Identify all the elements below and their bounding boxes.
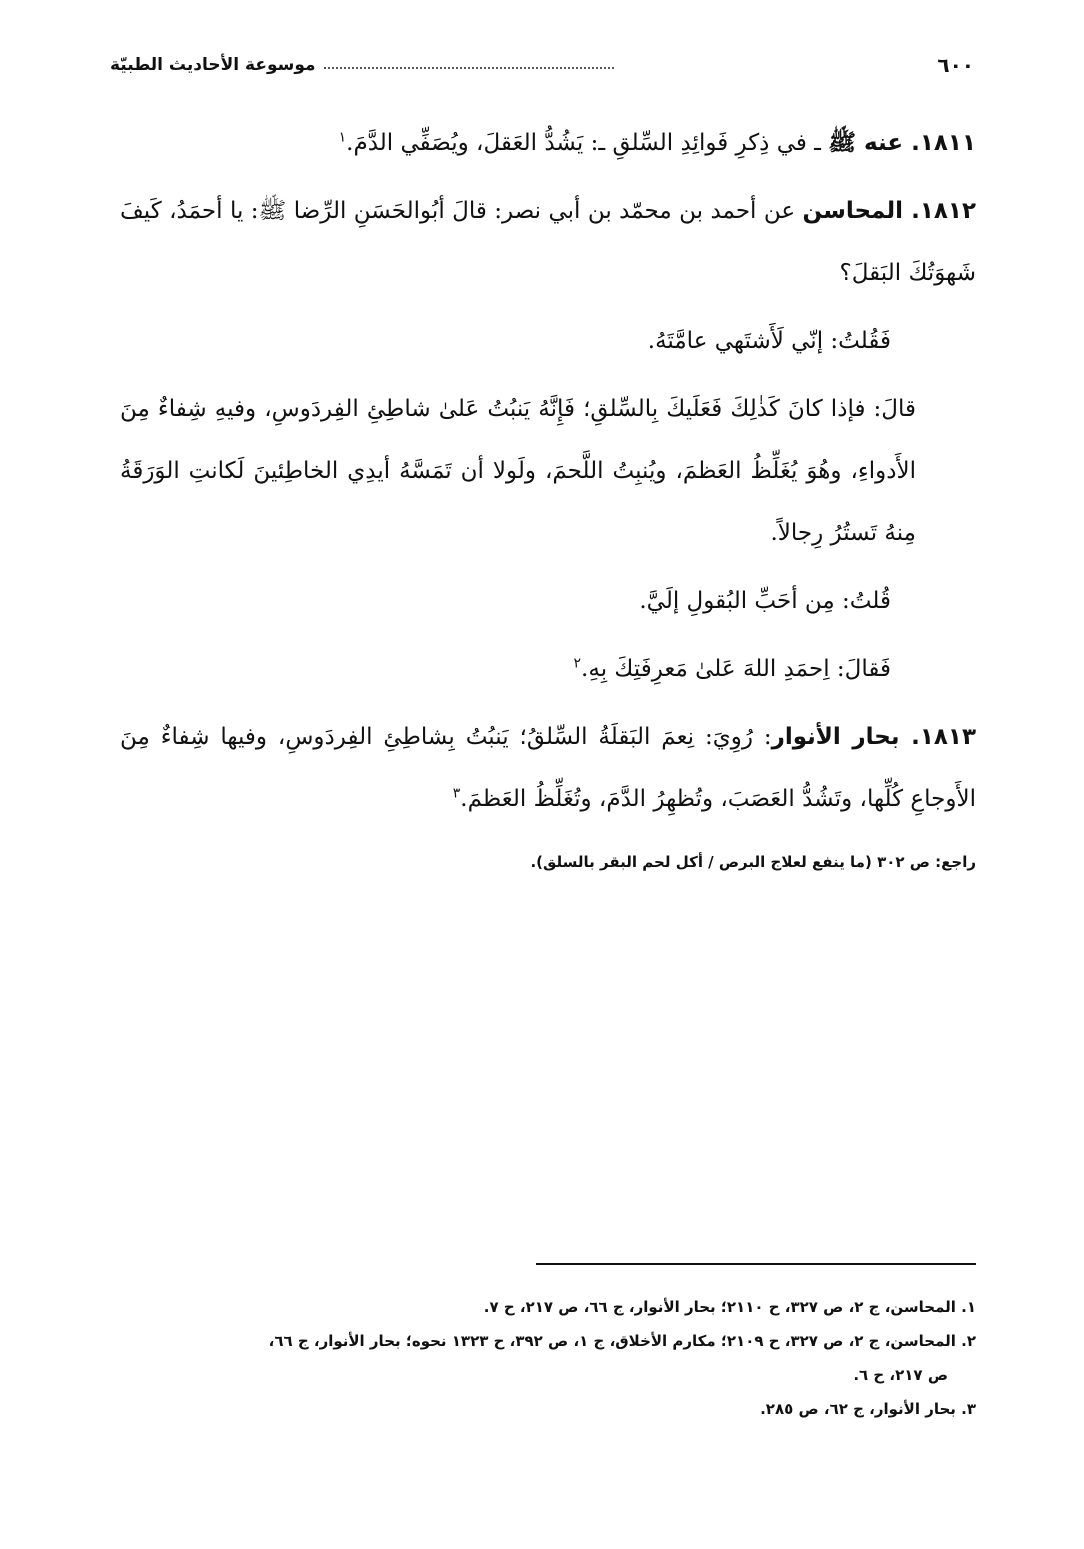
page-number: ٦٠٠ — [937, 53, 974, 77]
footnote-ref: ١ — [338, 129, 347, 146]
entry-text: ـ في ذِكرِ فَوائِدِ السِّلقِ ـ: يَشُدُّ العَقلَ، ويُصَفِّي الدَّمَ. — [346, 130, 821, 156]
hadith-entry-1812: ١٨١٢. المحاسن عن أحمد بن محمّد بن أبي نصر: قالَ أبُوالحَسَنِ الرِّضا ﷺ: يا أحمَدُ، كَيفَ شَهوَتُكَ البَقلَ؟ — [120, 198, 976, 286]
footnote-3: ٣. بحار الأنوار، ج ٦٢، ص ٢٨٥. — [760, 1400, 976, 1418]
entry-source: بحار الأنوار — [771, 724, 900, 750]
dialogue-text: فَقالَ: اِحمَدِ اللهَ عَلىٰ مَعرِفَتِكَ بِهِ. — [581, 656, 891, 682]
dialogue-line: قُلتُ: مِن أحَبِّ البُقولِ إلَيَّ. — [639, 588, 891, 614]
footnotes — [110, 1290, 976, 1426]
entry-source: عنه ﷺ — [828, 130, 904, 156]
dialogue-line: قالَ: فإذا كانَ كَذٰلِكَ فَعَلَيكَ بِالسِّلقِ؛ فَإِنَّهُ يَنبُتُ عَلىٰ شاطِئِ الفِردَوسِ، وفيهِ شِفاءٌ مِنَ الأَدواءِ، وهُوَ يُغَلِّظُ العَظمَ، ويُنبِتُ اللَّحمَ، ولَولا أن تَمَسَّهُ أيدِي الخاطِئينَ لَكانتِ الوَرَقَةُ مِنهُ تَستُرُ رِجالاً. — [120, 396, 916, 546]
entry-number: ١٨١٣ — [919, 724, 976, 750]
dialogue-line — [120, 638, 976, 700]
footnote-ref: ٣ — [452, 785, 461, 802]
book-title: موسوعة الأحاديث الطبيّة — [110, 55, 316, 75]
entry-number: ١٨١١ — [919, 130, 976, 156]
footnote-ref: ٢ — [573, 655, 582, 672]
entry-text: عن أحمد بن محمّد بن أبي نصر: قالَ أبُوالحَسَنِ الرِّضا ﷺ: يا أحمَدُ، كَيفَ شَهوَتُكَ البَقلَ؟ — [120, 198, 976, 286]
footnote-divider — [536, 1263, 976, 1265]
entry-text: : رُوِيَ: نِعمَ البَقلَةُ السِّلقُ؛ يَنبُتُ بِشاطِئِ الفِردَوسِ، وفيها شِفاءٌ مِنَ الأَوجاعِ كُلِّها، وتَشُدُّ العَصَبَ، وتُظهِرُ الدَّمَ، وتُغَلِّظُ العَظمَ. — [120, 724, 976, 812]
header-dotted-leader — [324, 67, 614, 69]
header-title-group — [110, 55, 614, 75]
hadith-entry-1813: ١٨١٣. بحار الأنوار: رُوِيَ: نِعمَ البَقلَةُ السِّلقُ؛ يَنبُتُ بِشاطِئِ الفِردَوسِ، وفيها شِفاءٌ مِنَ الأَوجاعِ كُلِّها، وتَشُدُّ العَصَبَ، وتُظهِرُ الدَّمَ، وتُغَلِّظُ العَظمَ.$^٣$ — [120, 724, 976, 812]
footnote-2: ٢. المحاسن، ج ٢، ص ٣٢٧، ح ٢١٠٩؛ مكارم الأخلاق، ج ١، ص ٣٩٢، ح ١٣٢٣ نحوه؛ بحار الأنوار، ج ٦٦، — [268, 1332, 976, 1350]
footnote-1: ١. المحاسن، ج ٢، ص ٣٢٧، ح ٢١١٠؛ بحار الأنوار، ج ٦٦، ص ٢١٧، ح ٧. — [483, 1298, 976, 1316]
main-text — [120, 112, 976, 891]
cross-reference: راجع: ص ٣٠٢ (ما ينفع لعلاج البرص / أكل لحم البقر بالسلق). — [530, 853, 976, 871]
running-header — [110, 48, 974, 82]
dialogue-line: فَقُلتُ: إنّي لَأَشتَهي عامَّتَهُ. — [647, 328, 891, 354]
entry-number: ١٨١٢ — [919, 198, 976, 224]
footnote-2-continued: ص ٢١٧، ح ٦. — [853, 1366, 948, 1384]
entry-source: المحاسن — [802, 198, 903, 224]
hadith-entry-1811: ١٨١١. عنه ﷺ ـ في ذِكرِ فَوائِدِ السِّلقِ ـ: يَشُدُّ العَقلَ، ويُصَفِّي الدَّمَ.$^١$ — [338, 129, 976, 156]
